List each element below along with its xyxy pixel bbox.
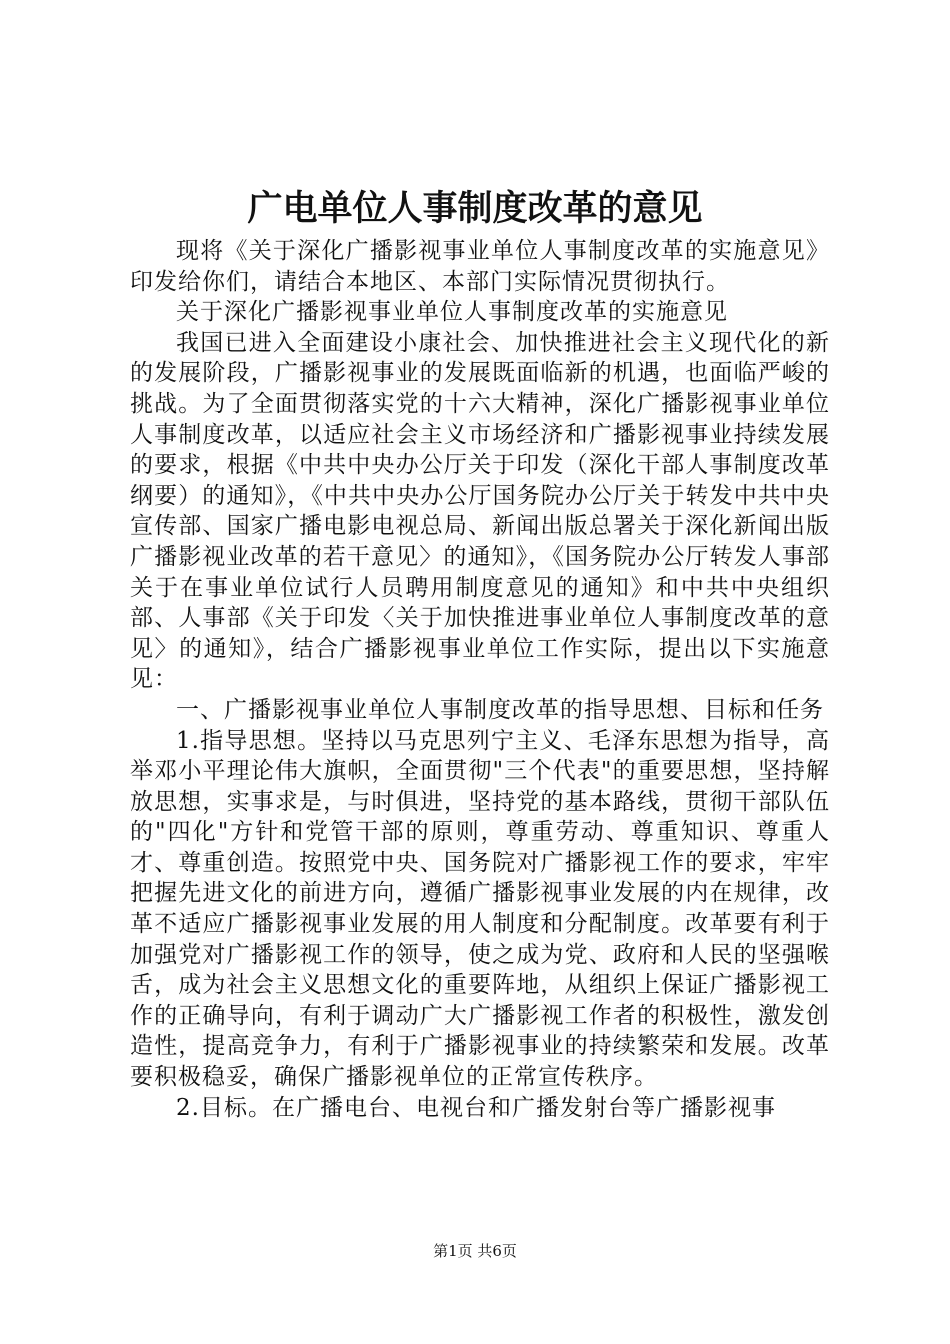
paragraph-goal: 2.目标。在广播电台、电视台和广播发射台等广播影视事: [176, 1094, 776, 1121]
page-title: 广电单位人事制度改革的意见: [247, 188, 703, 229]
section-heading-1: 一、广播影视事业单位人事制度改革的指导思想、目标和任务: [176, 696, 824, 723]
paragraph-guiding-thought: 1.指导思想。坚持以马克思列宁主义、毛泽东思想为指导，高举邓小平理论伟大旗帜，全面贯彻"三个代表"的重要思想，坚持解放思想，实事求是，与时俱进，坚持党的基本路线，贯彻干部队伍的"四化"方针和党管干部的原则，尊重劳动、尊重知识、尊重人才、尊重创造。按照党中央、国务院对广播影视工作的要求，牢牢把握先进文化的前进方向，遵循广播影视事业发展的内在规律，改革不适应广播影视事业发展的用人制度和分配制度。改革要有利于加强党对广播影视工作的领导，使之成为党、政府和人民的坚强喉舌，成为社会主义思想文化的重要阵地，从组织上保证广播影视工作的正确导向，有利于调动广大广播影视工作者的积极性，激发创造性，提高竞争力，有利于广播影视事业的持续繁荣和发展。改革要积极稳妥，确保广播影视单位的正常宣传秩序。: [130, 727, 830, 1091]
page-footer: 第1页 共6页: [433, 1242, 517, 1260]
paragraph-intro: 现将《关于深化广播影视事业单位人事制度改革的实施意见》印发给你们，请结合本地区、本部门实际情况贯彻执行。: [130, 238, 830, 295]
paragraph-subtitle: 关于深化广播影视事业单位人事制度改革的实施意见: [176, 299, 728, 326]
document-body: [130, 236, 830, 1123]
paragraph-background: 我国已进入全面建设小康社会、加快推进社会主义现代化的新的发展阶段，广播影视事业的发展既面临新的机遇，也面临严峻的挑战。为了全面贯彻落实党的十六大精神，深化广播影视事业单位人事制度改革，以适应社会主义市场经济和广播影视事业持续发展的要求，根据《中共中央办公厅关于印发（深化干部人事制度改革纲要）的通知》，《中共中央办公厅国务院办公厅关于转发中共中央宣传部、国家广播电影电视总局、新闻出版总署关于深化新闻出版广播影视业改革的若干意见〉的通知》，《国务院办公厅转发人事部关于在事业单位试行人员聘用制度意见的通知》和中共中央组织部、人事部《关于印发〈关于加快推进事业单位人事制度改革的意见〉的通知》，结合广播影视事业单位工作实际，提出以下实施意见：: [130, 329, 830, 693]
